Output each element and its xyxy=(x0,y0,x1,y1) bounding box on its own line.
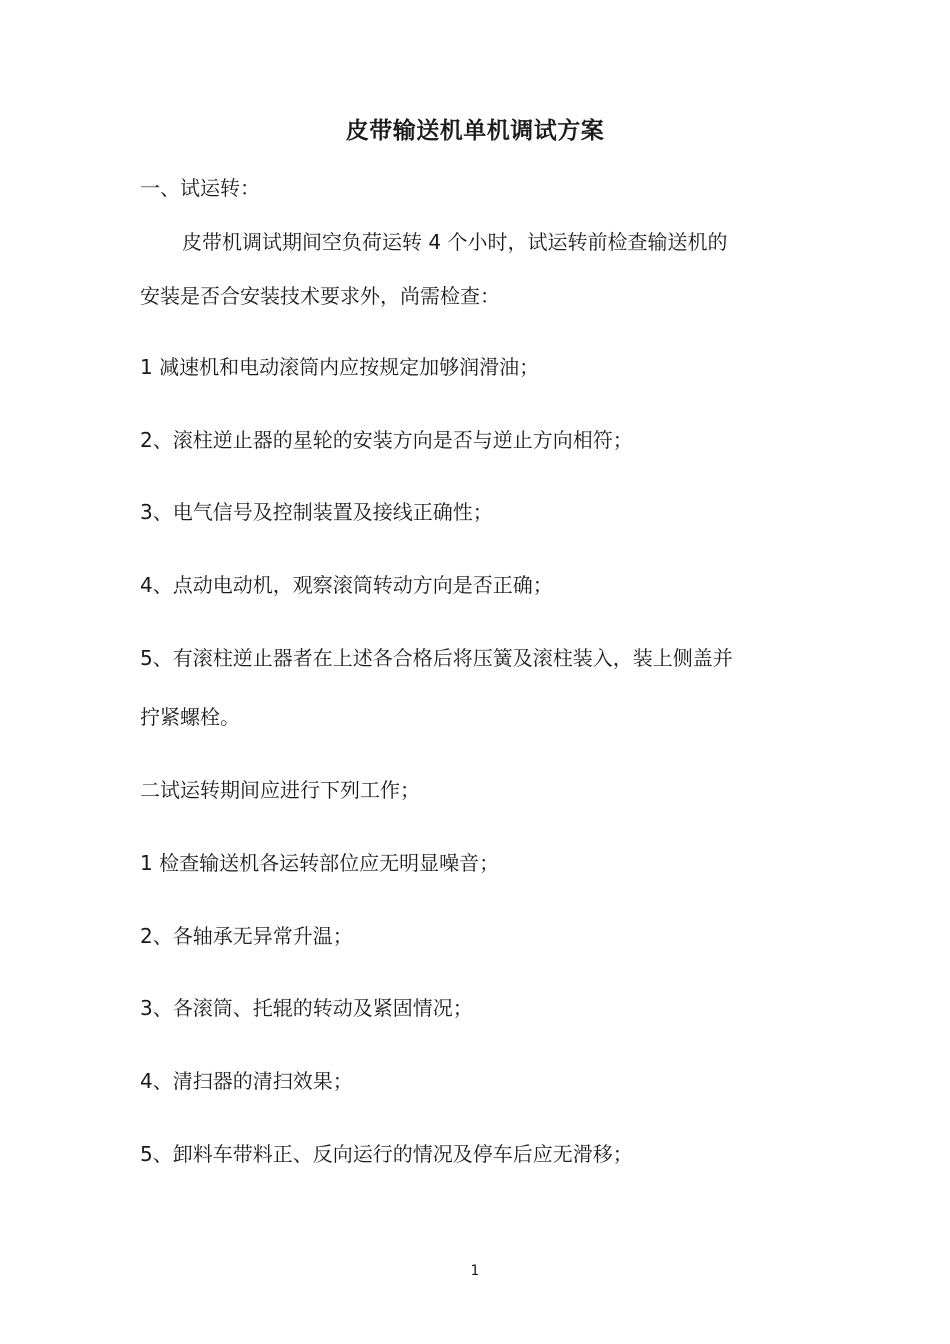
paragraph-line: 皮带机调试期间空负荷运转 4 个小时，试运转前检查输送机的 xyxy=(182,230,728,254)
section-heading-trial-run: 一、试运转： xyxy=(140,176,260,200)
document-title: 皮带输送机单机调试方案 xyxy=(345,118,605,144)
list-item-continuation: 拧紧螺栓。 xyxy=(140,705,240,729)
list-item: 4、清扫器的清扫效果； xyxy=(140,1069,353,1093)
list-item: 1 减速机和电动滚筒内应按规定加够润滑油； xyxy=(140,355,540,379)
section-heading-trial-tasks: 二试运转期间应进行下列工作； xyxy=(140,778,420,802)
list-item: 3、电气信号及控制装置及接线正确性； xyxy=(140,500,493,524)
list-item: 2、各轴承无异常升温； xyxy=(140,924,353,948)
list-item: 1 检查输送机各运转部位应无明显噪音； xyxy=(140,851,500,875)
list-item: 3、各滚筒、托辊的转动及紧固情况； xyxy=(140,996,473,1020)
list-item: 5、卸料车带料正、反向运行的情况及停车后应无滑移； xyxy=(140,1142,633,1166)
paragraph-line: 安装是否合安装技术要求外，尚需检查： xyxy=(140,284,500,308)
page-number: 1 xyxy=(470,1263,480,1279)
list-item: 4、点动电动机，观察滚筒转动方向是否正确； xyxy=(140,573,553,597)
list-item: 2、滚柱逆止器的星轮的安装方向是否与逆止方向相符； xyxy=(140,428,633,452)
list-item: 5、有滚柱逆止器者在上述各合格后将压簧及滚柱装入，装上侧盖并 xyxy=(140,646,733,670)
